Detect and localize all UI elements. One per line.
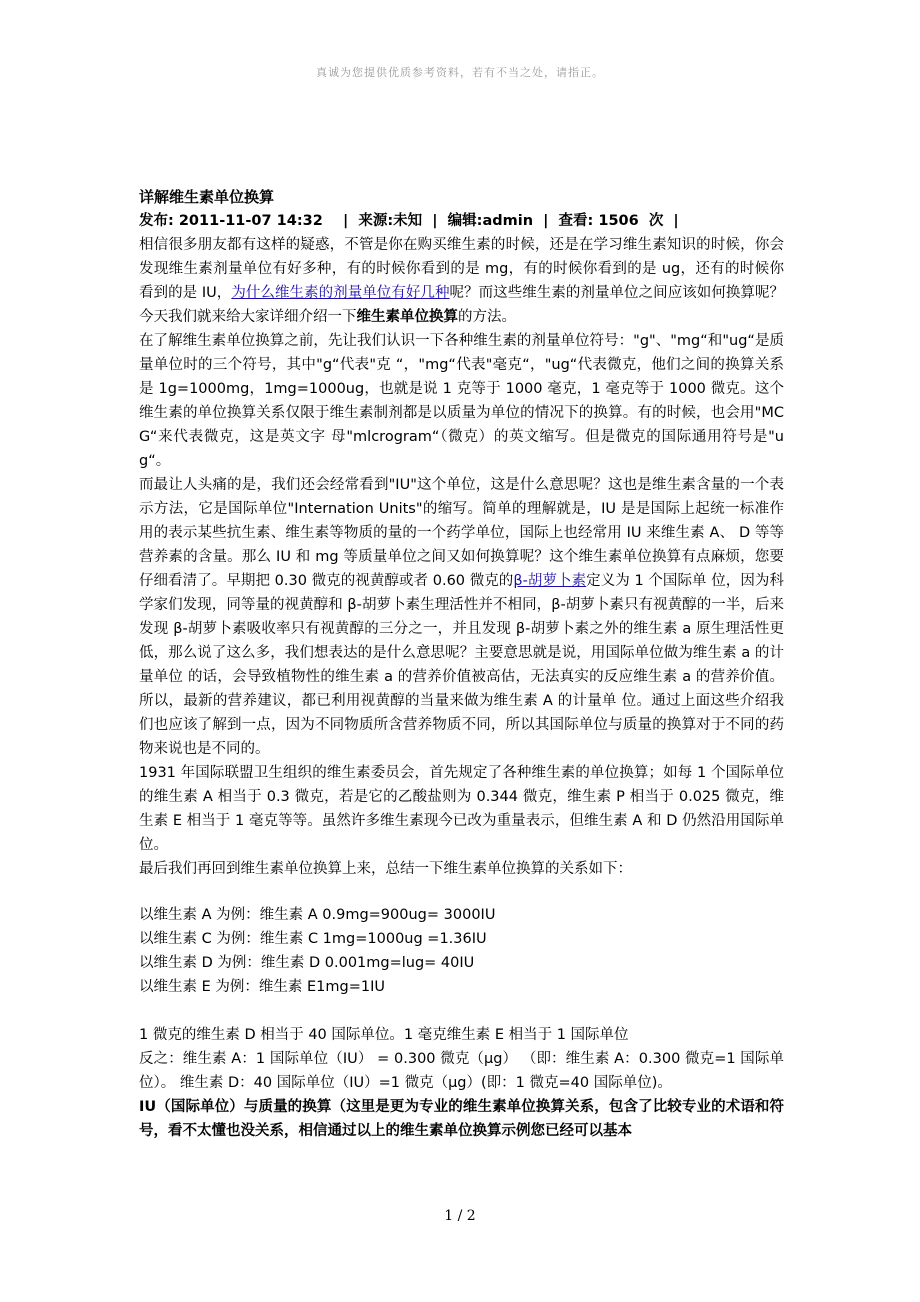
- intro-text-b: 呢？而这些维生素的剂量单位之间应该如何换算呢？今天我们就来给大家详细介绍一下: [139, 285, 785, 325]
- spacer: [139, 881, 784, 903]
- iu-text-a: 而最让人头痛的是，我们还会经常看到"IU"这个单位，这是什么意思呢？这也是维生素含量的一个表示方法，它是国际单位"Internation Units"的缩写。简单的理解就是，IU 是是国际上起统一标准作用的表示某些抗生素、维生素等物质的量的一个药学单位，国际上也经常用 IU 来维生素 A、 D 等等营养素的含量。那么 IU 和 mg 等质量单位之间又如何换算呢？这个维生素单位换算有点麻烦，您要仔细看清了。早期把 0.30 微克的视黄醇或者 0.60 微克的: [139, 477, 784, 589]
- paragraph-iu-mass: IU（国际单位）与质量的换算（这里是更为专业的维生素单位换算关系，包含了比较专业的术语和符号，看不太懂也没关系，相信通过以上的维生素单位换算示例您已经可以基本: [139, 1099, 784, 1139]
- example-vitamin-c: 以维生素 C 为例：维生素 C 1mg=1000ug =1.36IU: [139, 931, 487, 947]
- paragraph-summary: 最后我们再回到维生素单位换算上来，总结一下维生素单位换算的关系如下：: [139, 861, 632, 877]
- example-vitamin-e: 以维生素 E 为例：维生素 E1mg=1IU: [139, 979, 385, 995]
- header-note: 真诚为您提供优质参考资料，若有不当之处，请指正。: [316, 66, 604, 79]
- paragraph-units: 在了解维生素单位换算之前，先让我们认识一下各种维生素的剂量单位符号："g"、"mg“和"ug“是质量单位时的三个符号，其中"g“代表"克 “，"mg“代表"毫克“，"ug“代表微克，他们之间的换算关系是 1g=1000mg，1mg=1000ug，也就是说 1 克等于 1000 毫克，1 毫克等于 1000 微克。这个维生素的单位换算关系仅限于维生素制剂都是以质量为单位的情况下的换算。有的时候，也会用"MCG“来代表微克，这是英文字 母"mlcrogram“（微克）的英文缩写。但是微克的国际通用符号是"ug“。: [139, 333, 784, 469]
- article-title: 详解维生素单位换算: [139, 188, 275, 206]
- intro-strong: 维生素单位换算: [356, 309, 458, 325]
- carotene-link[interactable]: β-胡萝卜素: [513, 573, 587, 589]
- intro-text-c: 的方法。: [458, 309, 516, 325]
- example-vitamin-d: 以维生素 D 为例：维生素 D 0.001mg=lug= 40IU: [139, 955, 475, 971]
- intro-text-a: 相信很多朋友都有这样的疑惑，不管是你在购买维生素的时候，还是在学习维生素知识的时候，你会发现维生素剂量单位有好多种，有的时候你看到的是 mg，有的时候你看到的是 ug，还有的时候你看到的是 IU，: [139, 237, 784, 301]
- document-body: [139, 185, 784, 1143]
- paragraph-history: 1931 年国际联盟卫生组织的维生素委员会，首先规定了各种维生素的单位换算；如每 1 个国际单位的维生素 A 相当于 0.3 微克，若是它的乙酸盐则为 0.344 微克，维生素 P 相当于 0.025 微克，维生素 E 相当于 1 毫克等等。虽然许多维生素现今已改为重量表示，但维生素 A 和 D 仍然沿用国际单位。: [139, 765, 784, 853]
- paragraph-reverse: 反之：维生素 A：1 国际单位（IU） = 0.300 微克（μg） （即：维生素 A：0.300 微克=1 国际单位）。 维生素 D：40 国际单位（IU）=1 微克（μg）(即：1 微克=40 国际单位)。: [139, 1051, 784, 1091]
- paragraph-iu: [139, 473, 784, 761]
- units-link[interactable]: 为什么维生素的剂量单位有好几种: [231, 285, 450, 301]
- paragraph-microgram: 1 微克的维生素 D 相当于 40 国际单位。1 毫克维生素 E 相当于 1 国际单位: [139, 1027, 629, 1043]
- paragraph-intro: [139, 233, 784, 329]
- iu-text-b: 定义为 1 个国际单 位，因为科学家们发现，同等量的视黄醇和 β-胡萝卜素生理活性并不相同，β-胡萝卜素只有视黄醇的一半，后来发现 β-胡萝卜素吸收率只有视黄醇的三分之一，并且发现 β-胡萝卜素之外的维生素 a 原生理活性更低，那么说了这么多，我们想表达的是什么意思呢？主要意思就是说，用国际单位做为维生素 a 的计量单位 的话，会导致植物性的维生素 a 的营养价值被高估，无法真实的反应维生素 a 的营养价值。所以，最新的营养建议，都已利用视黄醇的当量来做为维生素 A 的计量单 位。通过上面这些介绍我们也应该了解到一点，因为不同物质所含营养物质不同，所以其国际单位与质量的换算对于不同的药物来说也是不同的。: [139, 573, 784, 757]
- page-number: 1 / 2: [444, 1208, 476, 1224]
- example-vitamin-a: 以维生素 A 为例：维生素 A 0.9mg=900ug= 3000IU: [139, 907, 496, 923]
- spacer: [139, 999, 784, 1023]
- article-meta: 发布: 2011-11-07 14:32 | 来源:未知 | 编辑:admin | 查看: 1506 次 |: [139, 213, 679, 229]
